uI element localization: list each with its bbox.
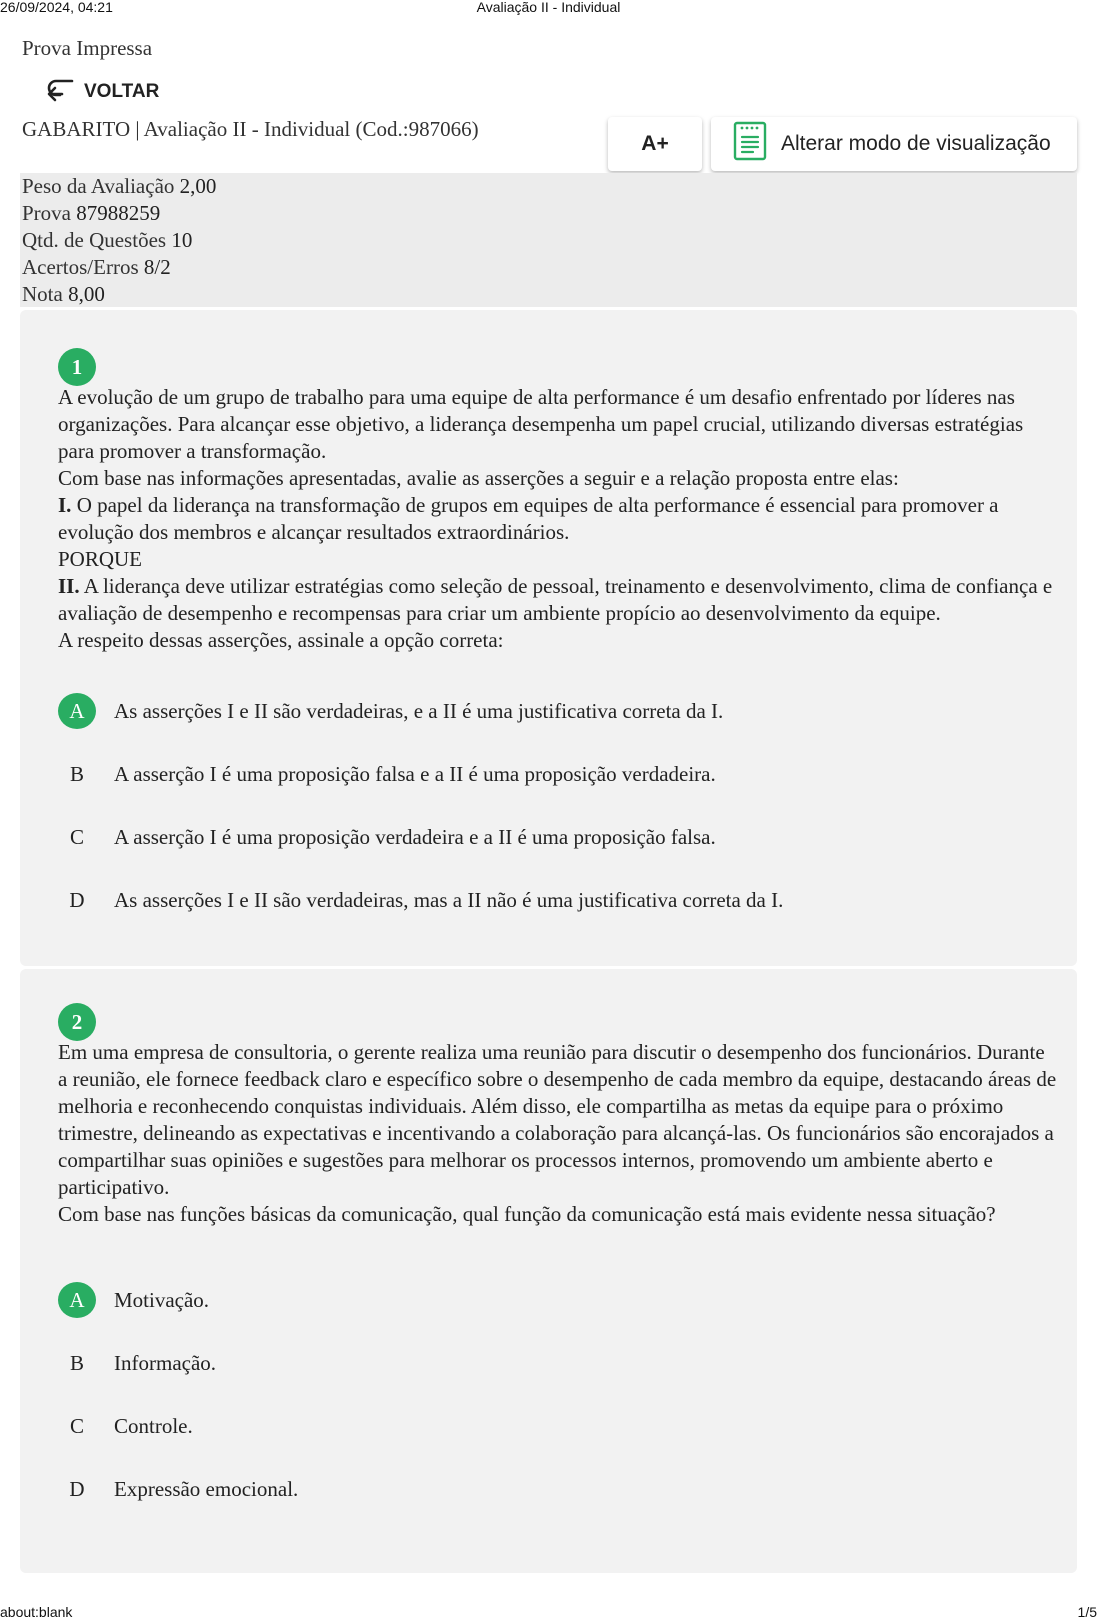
option-a[interactable] <box>58 693 1058 729</box>
option-letter: B <box>69 761 84 786</box>
print-datetime: 26/09/2024, 04:21 <box>0 0 113 15</box>
option-text: As asserções I e II são verdadeiras, mas a II não é uma justificativa correta da I. <box>114 887 784 912</box>
info-value: 10 <box>171 228 193 252</box>
info-row-question-count <box>22 227 1075 254</box>
question-number-badge: 2 <box>58 1003 96 1041</box>
print-url: about:blank <box>0 1604 73 1620</box>
question-paragraph: PORQUE <box>58 547 143 571</box>
option-text: A asserção I é uma proposição verdadeira e a II é uma proposição falsa. <box>114 824 716 849</box>
option-c[interactable] <box>58 819 1058 855</box>
print-title: Avaliação II - Individual <box>476 0 621 15</box>
exam-info-panel <box>20 173 1077 307</box>
print-header <box>0 0 1097 16</box>
assertion-text: A liderança deve utilizar estratégias como seleção de pessoal, treinamento e desenvolvimento, clima de confiança e avaliação de desempenho e recompensas para criar um ambiente propício ao desenvolvimento da equipe. <box>58 574 1053 625</box>
option-letter: B <box>69 1350 84 1375</box>
option-b[interactable] <box>58 1345 1058 1381</box>
info-row-hits-misses <box>22 254 1075 281</box>
info-value: 87988259 <box>76 201 161 225</box>
assertion-label: I. <box>58 493 72 517</box>
info-value: 8/2 <box>143 255 171 279</box>
question-paragraph: Com base nas funções básicas da comunicação, qual função da comunicação está mais evidente nessa situação? <box>58 1202 996 1226</box>
document-list-icon <box>733 121 767 167</box>
option-text: Informação. <box>114 1350 217 1375</box>
info-value: 8,00 <box>68 282 105 306</box>
question-paragraph: Com base nas informações apresentadas, avalie as asserções a seguir e a relação proposta entre elas: <box>58 466 899 490</box>
back-button[interactable] <box>46 76 159 108</box>
question-paragraph <box>58 492 1058 546</box>
question-paragraph <box>58 573 1058 627</box>
option-letter: C <box>69 1413 84 1438</box>
option-letter-correct: A <box>58 1282 96 1318</box>
print-page-number: 1/5 <box>1077 1604 1097 1620</box>
option-letter-correct: A <box>58 693 96 729</box>
info-value: 2,00 <box>179 174 217 198</box>
info-row-grade <box>22 281 1075 308</box>
question-statement <box>58 1039 1058 1228</box>
question-card <box>20 310 1077 966</box>
option-d[interactable] <box>58 882 1058 918</box>
option-text: As asserções I e II são verdadeiras, e a II é uma justificativa correta da I. <box>114 698 724 723</box>
option-text: A asserção I é uma proposição falsa e a II é uma proposição verdadeira. <box>114 761 716 786</box>
assertion-label: II. <box>58 574 80 598</box>
question-paragraph: A evolução de um grupo de trabalho para uma equipe de alta performance é um desafio enfrentado por líderes nas organizações. Para alcançar esse objetivo, a liderança desempenha um papel crucial, utilizando diversas estratégias para promover a transformação. <box>58 385 1024 463</box>
assertion-text: O papel da liderança na transformação de grupos em equipes de alta performance é essencial para promover a evolução dos membros e alcançar resultados extraordinários. <box>58 493 999 544</box>
option-d[interactable] <box>58 1471 1058 1507</box>
option-letter: D <box>69 1476 85 1501</box>
info-label: Qtd. de Questões <box>22 228 167 252</box>
info-row-weight <box>22 173 1075 200</box>
info-row-exam-id <box>22 200 1075 227</box>
option-a[interactable] <box>58 1282 1058 1318</box>
question-paragraph: A respeito dessas asserções, assinale a opção correta: <box>58 628 504 652</box>
question-paragraph: Em uma empresa de consultoria, o gerente realiza uma reunião para discutir o desempenho dos funcionários. Durante a reunião, ele fornece feedback claro e específico sobre o desempenho de cada membro da equipe, destacando áreas de melhoria e reconhecendo conquistas individuais. Além disso, ele compartilha as metas da equipe para o próximo trimestre, delineando as expectativas e incentivando a colaboração para alcançá-las. Os funcionários são encorajados a compartilhar suas opiniões e sugestões para melhorar os processos internos, promovendo um ambiente aberto e participativo. <box>58 1040 1057 1199</box>
view-mode-button[interactable] <box>711 117 1077 171</box>
info-label: Peso da Avaliação <box>22 174 175 198</box>
info-label: Acertos/Erros <box>22 255 139 279</box>
option-text: Expressão emocional. <box>114 1476 299 1501</box>
option-text: Controle. <box>114 1413 193 1438</box>
option-letter: D <box>69 887 85 912</box>
view-mode-label: Alterar modo de visualização <box>781 132 1051 155</box>
question-number-badge: 1 <box>58 348 96 386</box>
back-button-label: VOLTAR <box>84 81 160 102</box>
option-text: Motivação. <box>114 1287 210 1312</box>
return-arrow-icon <box>46 76 78 108</box>
font-increase-button[interactable]: A+ <box>608 117 702 171</box>
info-label: Prova <box>22 201 71 225</box>
option-c[interactable] <box>58 1408 1058 1444</box>
page-title: Prova Impressa <box>22 36 153 60</box>
option-b[interactable] <box>58 756 1058 792</box>
question-card <box>20 969 1077 1573</box>
option-letter: C <box>69 824 84 849</box>
info-label: Nota <box>22 282 63 306</box>
gabarito-title: GABARITO | Avaliação II - Individual (Cod.:987066) <box>22 117 479 141</box>
print-footer <box>0 1603 1097 1621</box>
question-statement <box>58 384 1058 654</box>
